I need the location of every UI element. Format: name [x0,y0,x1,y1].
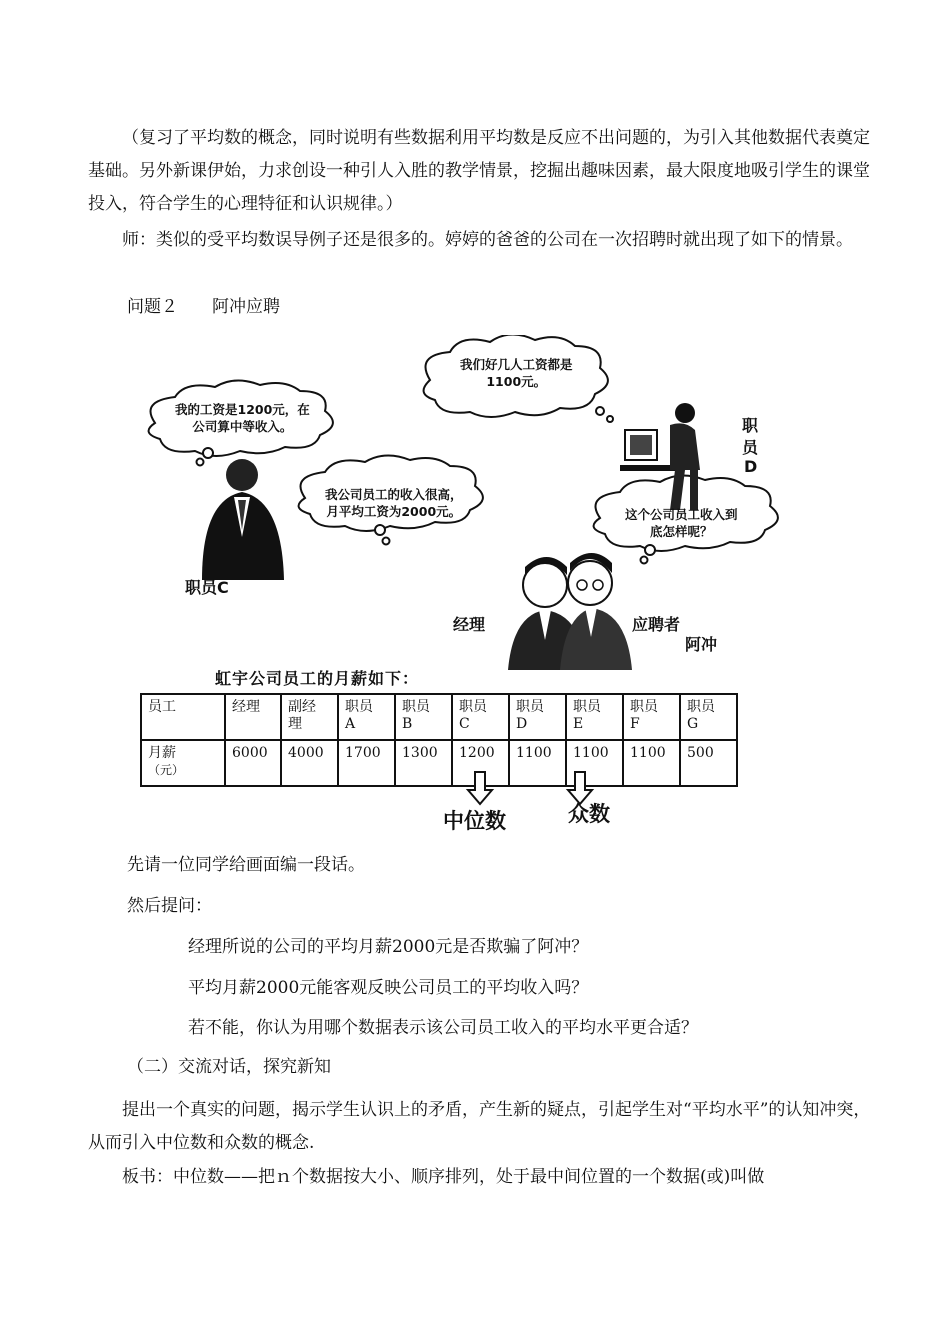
row-label-cell: 月薪 （元） [141,740,225,786]
bubble-staff-d-line-2: 1100元。 [486,374,547,389]
staff-c-figure [202,459,284,580]
header-cell: 职员 G [680,694,737,740]
value-cell: 1100 [509,740,566,786]
table-header-row [141,694,737,740]
manager-applicant-figure [508,553,632,670]
label-staff-d-3: D [744,457,758,476]
problem-heading: 问题２ 阿冲应聘 [127,297,280,317]
board-note: 板书：中位数——把ｎ个数据按大小、顺序排列，处于最中间位置的一个数据(或)叫做 [122,1167,765,1187]
illustration [130,335,830,680]
value-cell: 1200 [452,740,509,786]
bubble-applicant-line-2: 底怎样呢？ [650,524,713,539]
question-3: 若不能，你认为用哪个数据表示该公司员工收入的平均水平更合适？ [188,1018,698,1038]
label-staff-c: 职员C [185,578,229,597]
header-cell: 员工 [141,694,225,740]
salary-table [140,693,738,787]
value-cell: 500 [680,740,737,786]
value-cell: 1100 [623,740,680,786]
value-cell: 1100 [566,740,623,786]
bubble-manager-line-1: 我公司员工的收入很高， [325,487,463,502]
header-cell: 经理 [225,694,281,740]
bubble-applicant-line-1: 这个公司员工收入到 [625,507,738,522]
intro-paragraph: （复习了平均数的概念，同时说明有些数据利用平均数是反应不出问题的，为引入其他数据代表奠定基础。另外新课伊始，力求创设一种引人入胜的教学情景，挖掘出趣味因素，最大限度地吸引学生的课堂投入，符合学生的心理特征和认识规律。） [88,128,870,214]
header-cell: 职员 C [452,694,509,740]
bubble-staff-c-line-2: 公司算中等收入。 [192,419,293,434]
table-value-row [141,740,737,786]
header-cell: 职员 D [509,694,566,740]
header-cell: 职员 F [623,694,680,740]
bubble-staff-c-text [175,401,310,435]
teacher-paragraph: 师：类似的受平均数误导例子还是很多的。婷婷的爸爸的公司在一次招聘时就出现了如下的情景。 [122,230,853,250]
question-1: 经理所说的公司的平均月薪2000元是否欺骗了阿冲？ [188,937,589,957]
header-cell: 副经 理 [281,694,338,740]
header-cell: 职员 E [566,694,623,740]
label-applicant: 应聘者 [632,615,681,634]
label-staff-d-2: 员 [742,438,759,457]
question-2: 平均月薪2000元能客观反映公司员工的平均收入吗？ [188,978,589,998]
bubble-manager-text [325,486,463,520]
problem-paragraph: 提出一个真实的问题，揭示学生认识上的矛盾，产生新的疑点，引起学生对“平均水平”的认知冲突，从而引入中位数和众数的概念. [88,1100,871,1153]
header-cell: 职员 B [395,694,452,740]
value-cell: 1300 [395,740,452,786]
value-cell: 4000 [281,740,338,786]
table-title: 虹宇公司员工的月薪如下： [215,669,420,688]
prompt-line-1: 先请一位同学给画面编一段话。 [127,855,365,875]
bubble-manager-line-2: 月平均工资为2000元。 [326,504,462,519]
label-staff-d-1: 职 [742,416,759,435]
value-cell: 6000 [225,740,281,786]
prompt-line-2: 然后提问： [127,896,212,916]
header-cell: 职员 A [338,694,395,740]
section-heading: （二）交流对话，探究新知 [127,1057,331,1077]
bubble-applicant-text [625,506,738,540]
bubble-staff-d-text [460,356,573,390]
value-cell: 1700 [338,740,395,786]
mode-label: 众数 [568,802,610,826]
bubble-staff-c-line-1: 我的工资是1200元，在 [175,402,310,417]
label-achong: 阿冲 [685,635,718,654]
label-manager: 经理 [453,615,486,634]
bubble-staff-d-line-1: 我们好几人工资都是 [460,357,573,372]
median-label: 中位数 [443,809,506,833]
